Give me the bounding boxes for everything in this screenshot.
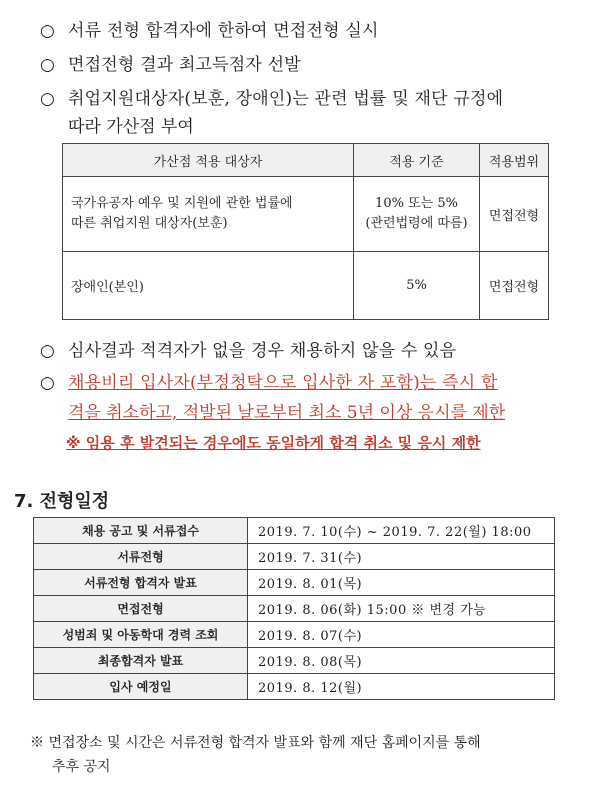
table-header: 적용 기준	[354, 144, 480, 177]
footnote-line: 추후 공지	[52, 759, 111, 775]
schedule-value: 2019. 8. 12(월)	[248, 674, 555, 700]
schedule-label: 최종합격자 발표	[34, 648, 248, 674]
cell-line: 10% 또는 5%	[375, 196, 458, 211]
schedule-label: 면접전형	[34, 596, 248, 622]
table-cell-scope: 면접전형	[480, 252, 549, 320]
table-row	[34, 570, 555, 596]
schedule-value: 2019. 8. 07(수)	[248, 622, 555, 648]
bullet-text: 심사결과 적격자가 없을 경우 채용하지 않을 수 있음	[68, 341, 457, 361]
bullet-hiring-fraud-warning	[40, 372, 498, 394]
warning-line: 격을 취소하고, 적발된 날로부터 최소 5년 이상 응시를 제한	[68, 403, 506, 423]
schedule-label: 서류전형	[34, 544, 248, 570]
circle-bullet-icon: ○	[40, 89, 56, 109]
schedule-label: 성범죄 및 아동학대 경력 조회	[34, 622, 248, 648]
bullet-text: 서류 전형 합격자에 한하여 면접전형 실시	[68, 21, 379, 41]
warning-note: ※ 임용 후 발견되는 경우에도 동일하게 합격 취소 및 응시 제한	[66, 434, 481, 452]
table-row	[63, 177, 549, 252]
schedule-value: 2019. 7. 10(수) ~ 2019. 7. 22(월) 18:00	[248, 518, 555, 544]
bullet-bonus-points-cont: 따라 가산점 부여	[68, 117, 194, 137]
bullet-interview-eligibility	[40, 20, 379, 42]
footnote-line: ※ 면접장소 및 시간은 서류전형 합격자 발표와 함께 재단 홈페이지를 통해	[30, 735, 481, 751]
table-cell-scope: 면접전형	[480, 177, 549, 252]
bonus-points-table	[62, 143, 549, 320]
schedule-label: 서류전형 합격자 발표	[34, 570, 248, 596]
schedule-value: 2019. 8. 01(목)	[248, 570, 555, 596]
table-cell-target: 장애인(본인)	[63, 252, 354, 320]
bullet-top-scorer	[40, 54, 301, 76]
section-title: 7. 전형일정	[14, 491, 110, 512]
schedule-label: 입사 예정일	[34, 674, 248, 700]
table-row	[34, 622, 555, 648]
table-row	[34, 544, 555, 570]
table-cell-criteria	[354, 177, 480, 252]
warning-line: 채용비리 입사자(부정청탁으로 입사한 자 포함)는 즉시 합	[68, 373, 498, 393]
cell-line: 따른 취업지원 대상자(보훈)	[71, 216, 228, 231]
table-row	[34, 648, 555, 674]
table-cell-criteria: 5%	[354, 252, 480, 320]
table-cell-target	[63, 177, 354, 252]
table-header: 적용범위	[480, 144, 549, 177]
table-header: 가산점 적용 대상자	[63, 144, 354, 177]
cell-line: 국가유공자 예우 및 지원에 관한 법률에	[71, 196, 293, 211]
bullet-text: 면접전형 결과 최고득점자 선발	[68, 55, 301, 75]
schedule-value: 2019. 8. 08(목)	[248, 648, 555, 674]
bullet-no-hire	[40, 340, 456, 362]
circle-bullet-icon: ○	[40, 373, 56, 393]
schedule-value: 2019. 7. 31(수)	[248, 544, 555, 570]
bullet-text: 취업지원대상자(보훈, 장애인)는 관련 법률 및 재단 규정에	[68, 89, 504, 109]
circle-bullet-icon: ○	[40, 341, 56, 361]
circle-bullet-icon: ○	[40, 21, 56, 41]
schedule-label: 채용 공고 및 서류접수	[34, 518, 248, 544]
table-row	[34, 518, 555, 544]
table-row	[63, 252, 549, 320]
circle-bullet-icon: ○	[40, 55, 56, 75]
table-row	[34, 596, 555, 622]
table-header-row	[63, 144, 549, 177]
bullet-bonus-points	[40, 88, 503, 110]
schedule-table	[33, 517, 555, 700]
cell-line: (관련법령에 따름)	[365, 216, 468, 231]
schedule-value: 2019. 8. 06(화) 15:00 ※ 변경 가능	[248, 596, 555, 622]
table-row	[34, 674, 555, 700]
